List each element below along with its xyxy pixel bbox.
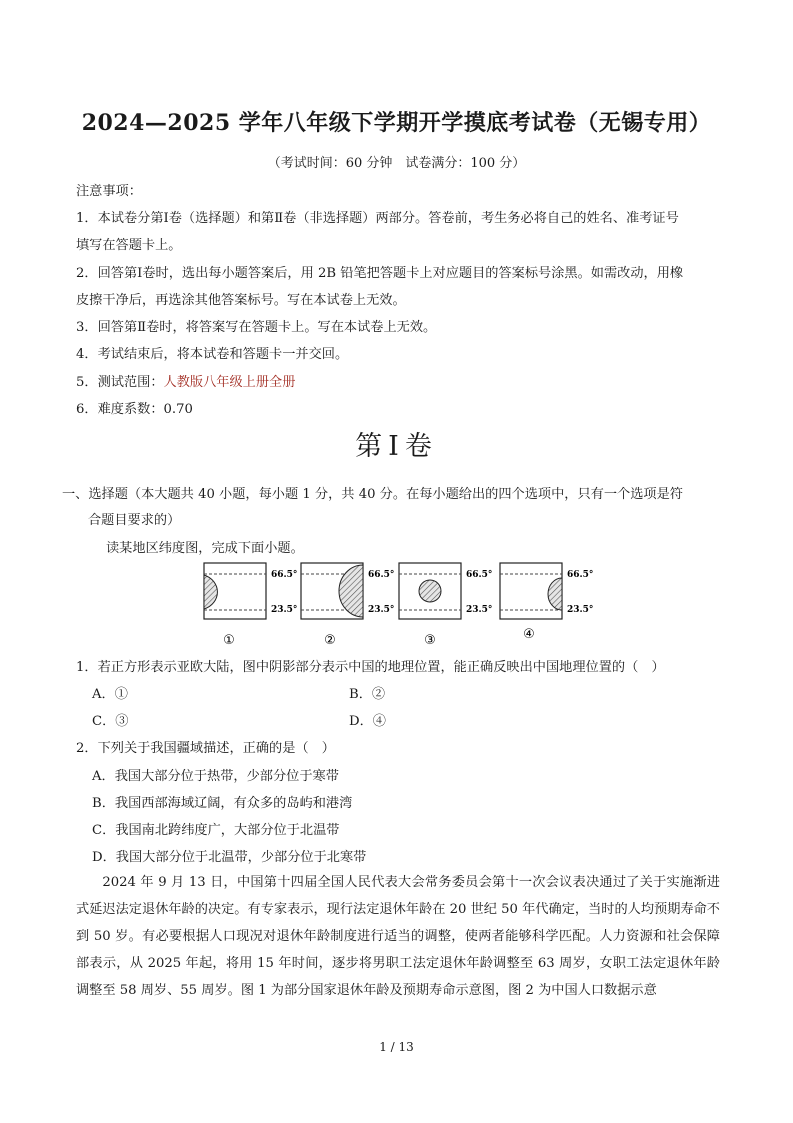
section-1-instruction: 读某地区纬度图，完成下面小题。 [106, 541, 304, 556]
lat-high-label-3: 66.5° [466, 570, 493, 580]
note-item-6: 6．难度系数：0.70 [76, 402, 193, 417]
panel-label-2: ② [324, 633, 336, 648]
note-item-4: 4．考试结束后，将本试卷和答题卡一并交回。 [76, 347, 349, 362]
note-item-5-prefix: 5．测试范围： [76, 375, 164, 390]
lat-low-label-1: 23.5° [271, 605, 298, 615]
note-item-2-line1: 2．回答第Ⅰ卷时，选出每小题答案后，用 2B 铅笔把答题卡上对应题目的答案标号涂黑。如需改动，用橡 [76, 266, 684, 281]
lat-high-label-4: 66.5° [567, 570, 594, 580]
question-1-option-b: B．② [349, 687, 386, 702]
notes-heading: 注意事项： [76, 184, 142, 199]
lat-low-label-4: 23.5° [567, 605, 594, 615]
section-1-heading-line1: 一、选择题（本大题共 40 小题，每小题 1 分，共 40 分。在每小题给出的四个选项中，只有一个选项是符 [62, 487, 683, 502]
question-1-option-a: A．① [92, 687, 128, 702]
question-1-option-d: D．④ [349, 714, 386, 729]
lat-low-label-2: 23.5° [368, 605, 395, 615]
question-1-option-c: C．③ [92, 714, 129, 729]
panel-label-4: ④ [523, 627, 535, 642]
figure-panel-3 [399, 563, 492, 648]
panel-label-1: ① [223, 633, 235, 648]
figure-panel-2 [301, 563, 394, 648]
reading-passage: 2024 年 9 月 13 日，中国第十四届全国人民代表大会常务委员会第十一次会议表决通过了关于实施渐进式延迟法定退休年龄的决定。有专家表示，现行法定退休年龄在 20 世纪 50 年代确定，当时的人均预期寿命不到 50 岁。有必要根据人口现况对退休年龄制度进行适当的调整，使两者能够科学匹配。人力资源和社会保障部表示，从 2025 年起，将用 15 年时间，逐步将男职工法定退休年龄调整至 63 周岁，女职工法定退休年龄调整至 58 周岁、55 周岁。图 1 为部分国家退休年龄及预期寿命示意图，图 2 为中国人口数据示意 [76, 875, 720, 998]
figure-panel-4 [500, 563, 593, 642]
note-item-1-line2: 填写在答题卡上。 [76, 238, 182, 253]
exam-subtitle: （考试时间：60 分钟 试卷满分：100 分） [267, 156, 526, 171]
note-item-1-line1: 1．本试卷分第Ⅰ卷（选择题）和第Ⅱ卷（非选择题）两部分。答卷前，考生务必将自己的姓名、准考证号 [76, 211, 679, 226]
section-1-heading-line2: 合题目要求的） [88, 513, 181, 528]
latitude-figure [200, 560, 620, 650]
note-item-5 [76, 371, 295, 390]
question-2-option-c: C．我国南北跨纬度广，大部分位于北温带 [92, 823, 340, 838]
question-2-option-a: A．我国大部分位于热带，少部分位于寒带 [92, 769, 339, 784]
question-2-stem: 2．下列关于我国疆域描述，正确的是（ ） [76, 741, 335, 756]
page-number: 1 / 13 [379, 1040, 414, 1054]
lat-low-label-3: 23.5° [466, 605, 493, 615]
figure-panel-1 [204, 563, 297, 648]
volume-heading: 第Ⅰ卷 [355, 431, 438, 462]
exam-title: 2024—2025 学年八年级下学期开学摸底考试卷（无锡专用） [81, 110, 712, 136]
lat-high-label-1: 66.5° [271, 570, 298, 580]
note-item-2-line2: 皮擦干净后，再选涂其他答案标号。写在本试卷上无效。 [76, 293, 406, 308]
lat-high-label-2: 66.5° [368, 570, 395, 580]
question-2-option-b: B．我国西部海域辽阔，有众多的岛屿和港湾 [92, 796, 353, 811]
panel-label-3: ③ [424, 633, 436, 648]
question-2-option-d: D．我国大部分位于北温带，少部分位于北寒带 [92, 850, 367, 865]
test-scope: 人教版八年级上册全册 [163, 375, 296, 390]
question-1-stem: 1．若正方形表示亚欧大陆，图中阴影部分表示中国的地理位置，能正确反映出中国地理位置的（ ） [76, 660, 665, 675]
note-item-3: 3．回答第Ⅱ卷时，将答案写在答题卡上。写在本试卷上无效。 [76, 320, 437, 335]
